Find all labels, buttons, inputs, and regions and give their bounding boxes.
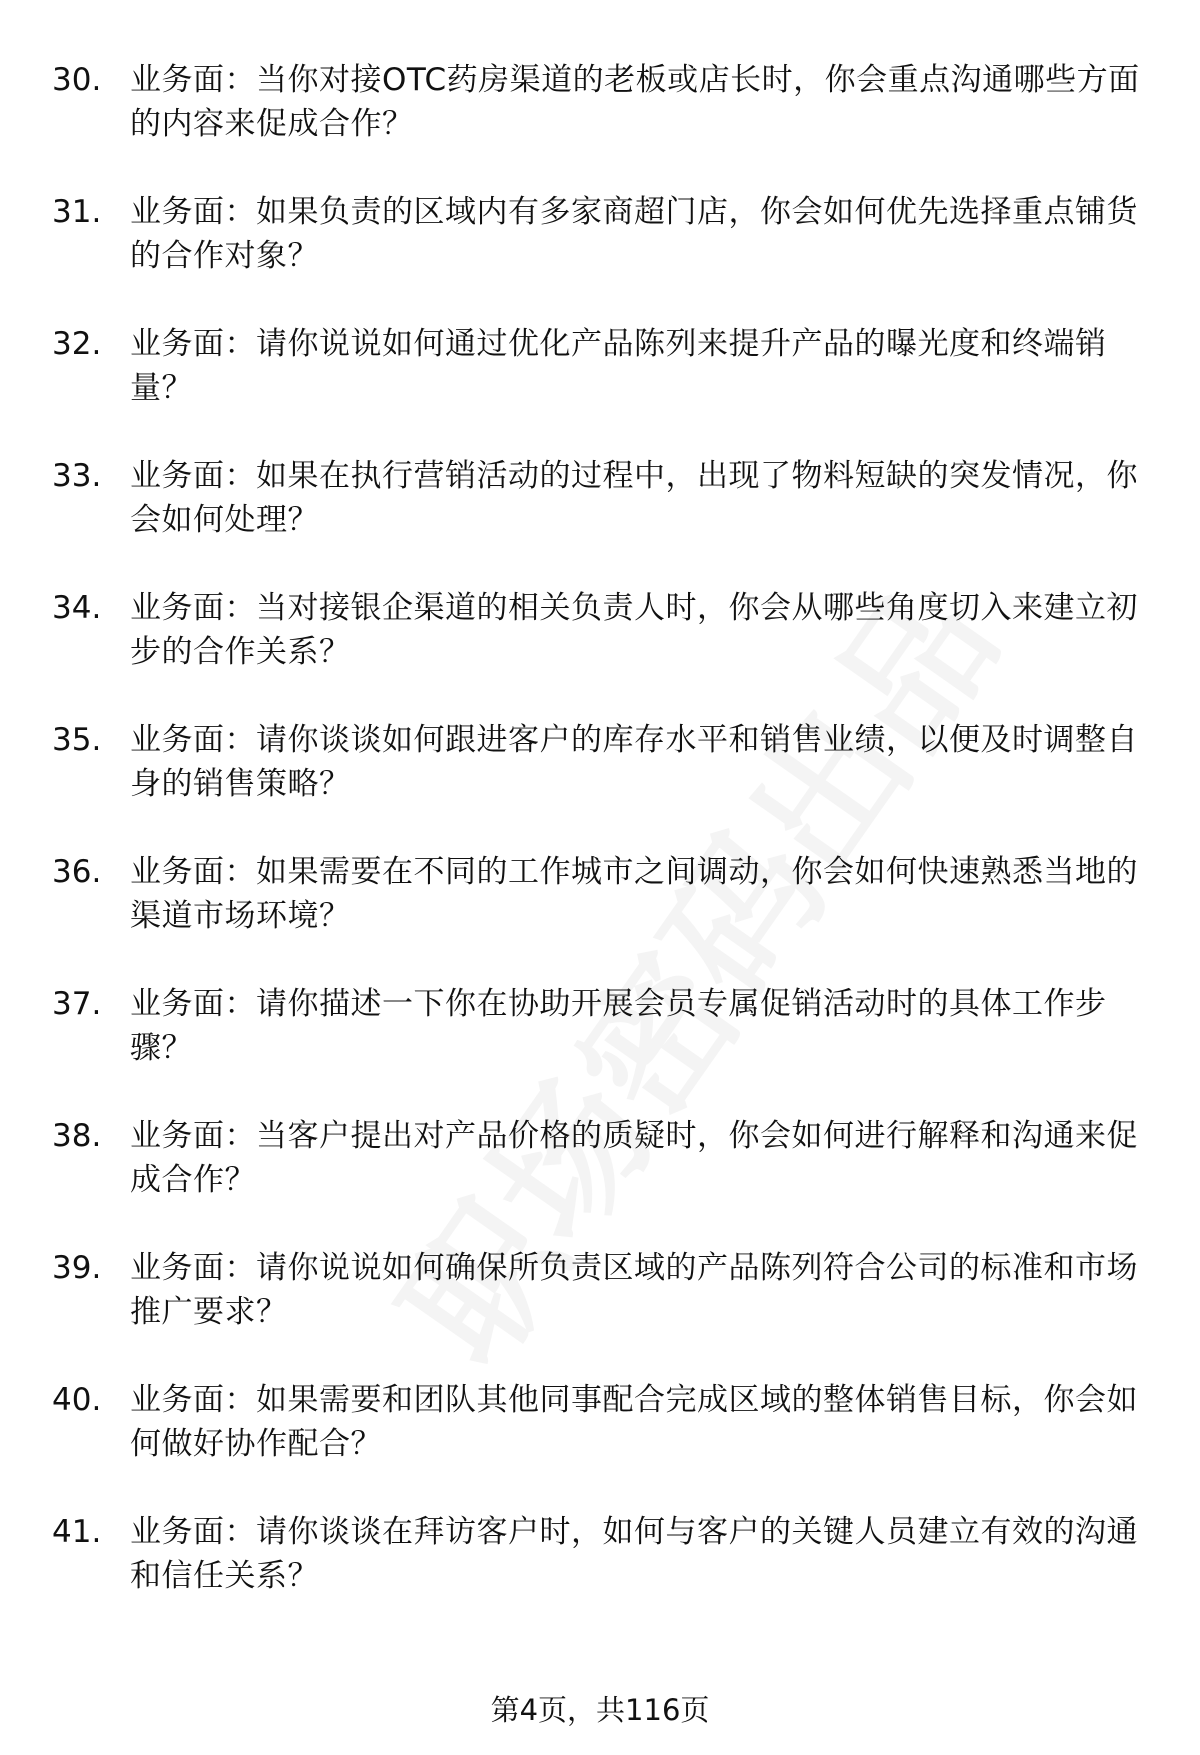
question-text: 业务面：当你对接OTC药房渠道的老板或店长时，你会重点沟通哪些方面的内容来促成合作？ — [130, 62, 1140, 142]
question-list — [0, 58, 1200, 1642]
page-number-footer: 第4页，共116页 — [490, 1693, 710, 1727]
question-item — [0, 322, 1200, 454]
question-text: 业务面：请你谈谈在拜访客户时，如何与客户的关键人员建立有效的沟通和信任关系？ — [130, 1514, 1138, 1594]
question-number: 32. — [52, 326, 102, 362]
question-item — [0, 718, 1200, 850]
question-text: 业务面：请你说说如何确保所负责区域的产品陈列符合公司的标准和市场推广要求？ — [130, 1250, 1138, 1330]
question-number: 41. — [52, 1514, 102, 1550]
question-text: 业务面：请你说说如何通过优化产品陈列来提升产品的曝光度和终端销量？ — [130, 326, 1107, 406]
question-item — [0, 1246, 1200, 1378]
question-item — [0, 1378, 1200, 1510]
question-text: 业务面：当对接银企渠道的相关负责人时，你会从哪些角度切入来建立初步的合作关系？ — [130, 590, 1138, 670]
question-number: 38. — [52, 1118, 102, 1154]
question-number: 37. — [52, 986, 102, 1022]
question-text: 业务面：请你描述一下你在协助开展会员专属促销活动时的具体工作步骤？ — [130, 986, 1107, 1066]
question-number: 30. — [52, 62, 102, 98]
question-number: 36. — [52, 854, 102, 890]
question-number: 39. — [52, 1250, 102, 1286]
question-item — [0, 586, 1200, 718]
question-text: 业务面：如果需要在不同的工作城市之间调动，你会如何快速熟悉当地的渠道市场环境？ — [130, 854, 1138, 934]
question-item — [0, 982, 1200, 1114]
question-number: 33. — [52, 458, 102, 494]
question-number: 31. — [52, 194, 102, 230]
question-text: 业务面：如果需要和团队其他同事配合完成区域的整体销售目标，你会如何做好协作配合？ — [130, 1382, 1138, 1462]
question-text: 业务面：当客户提出对产品价格的质疑时，你会如何进行解释和沟通来促成合作？ — [130, 1118, 1138, 1198]
question-item — [0, 454, 1200, 586]
question-text: 业务面：如果在执行营销活动的过程中，出现了物料短缺的突发情况，你会如何处理？ — [130, 458, 1138, 538]
question-item — [0, 58, 1200, 190]
question-text: 业务面：如果负责的区域内有多家商超门店，你会如何优先选择重点铺货的合作对象？ — [130, 194, 1138, 274]
question-item — [0, 1114, 1200, 1246]
question-item — [0, 1510, 1200, 1642]
question-item — [0, 190, 1200, 322]
question-number: 40. — [52, 1382, 102, 1418]
question-number: 34. — [52, 590, 102, 626]
question-item — [0, 850, 1200, 982]
question-text: 业务面：请你谈谈如何跟进客户的库存水平和销售业绩，以便及时调整自身的销售策略？ — [130, 722, 1138, 802]
question-number: 35. — [52, 722, 102, 758]
